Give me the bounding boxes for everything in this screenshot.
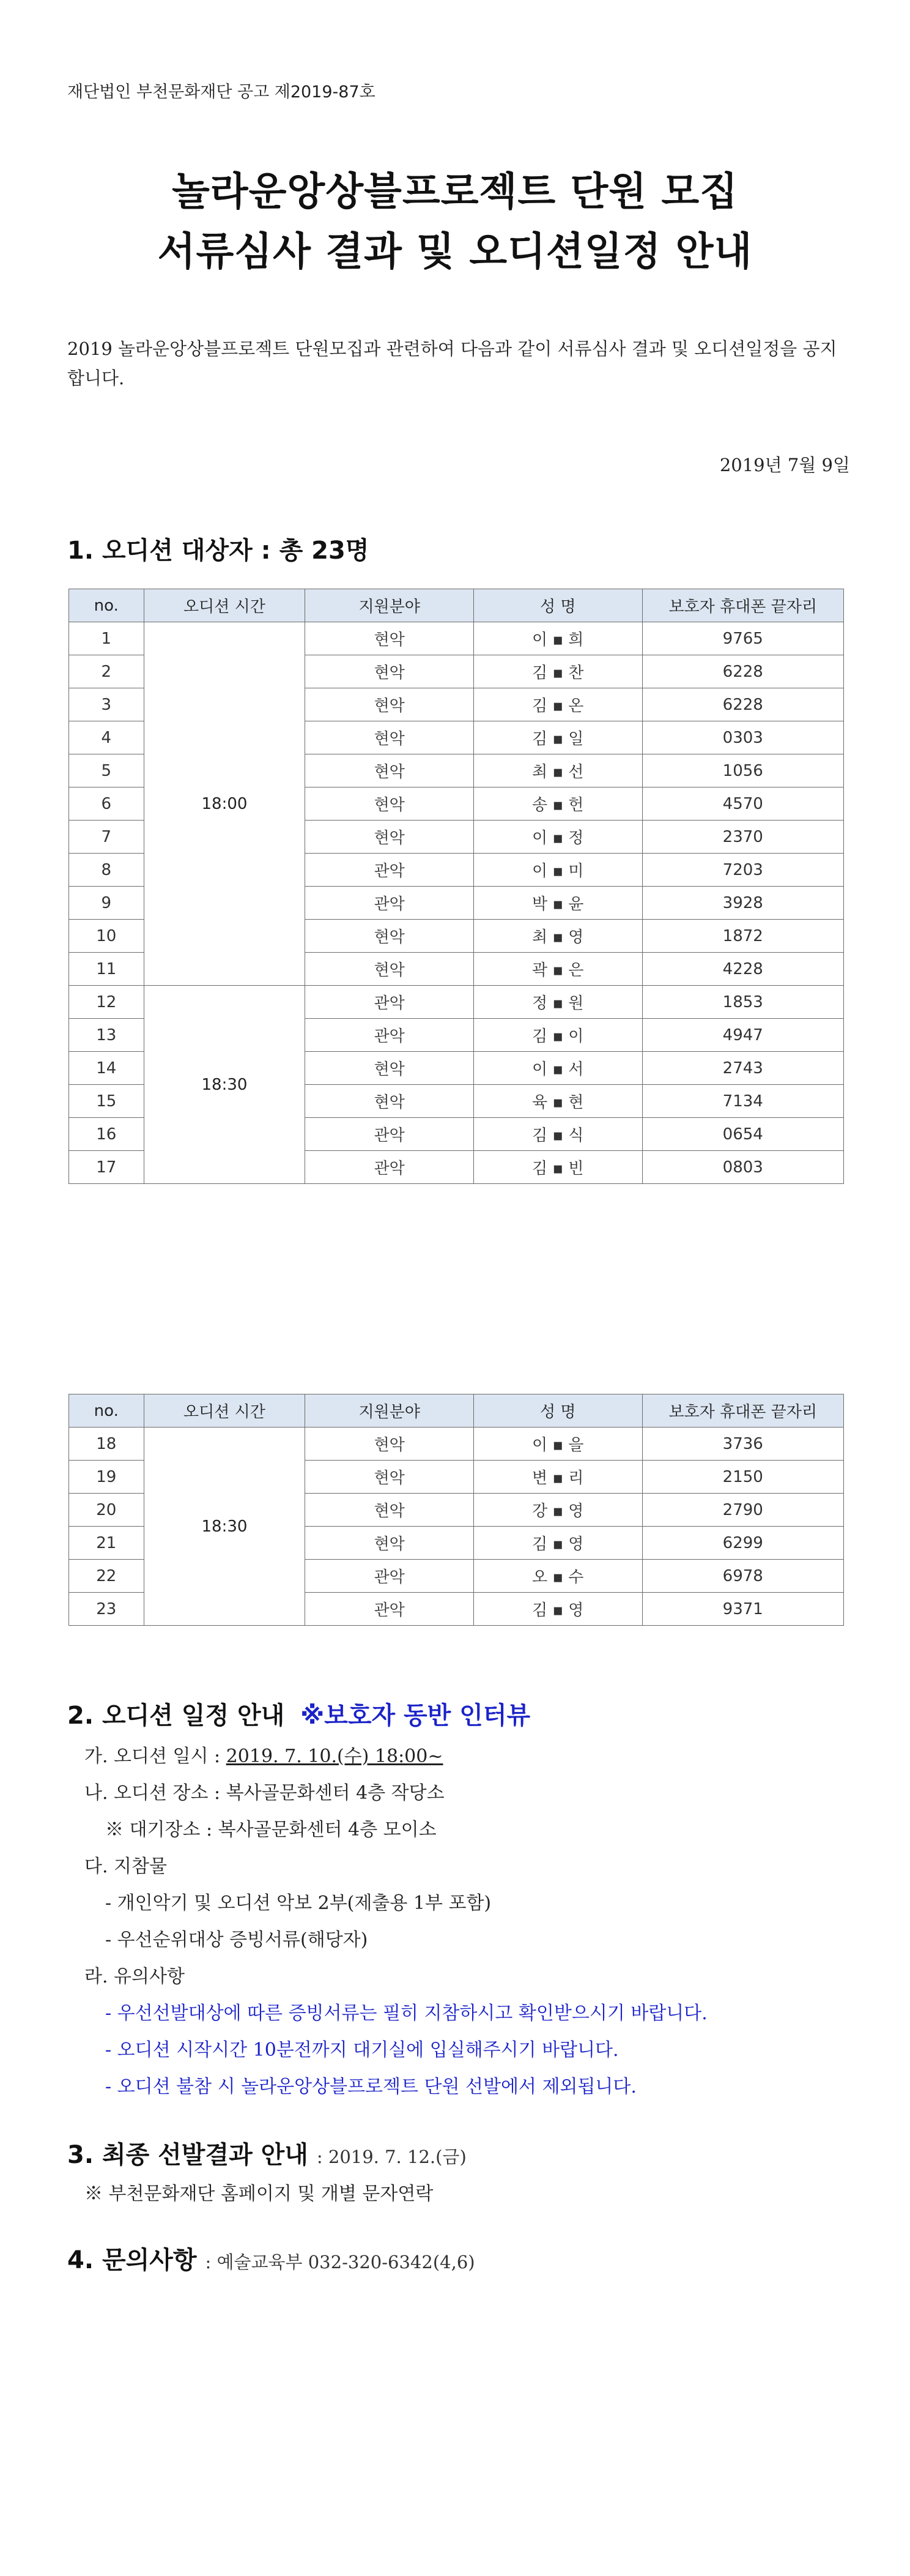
table-body bbox=[69, 622, 844, 1184]
cell-field: 현악 bbox=[305, 622, 474, 655]
cell-field: 현악 bbox=[305, 920, 474, 953]
cell-field: 현악 bbox=[305, 953, 474, 986]
cell-name: 최 ▪ 선 bbox=[473, 754, 642, 787]
cell-name: 김 ▪ 식 bbox=[473, 1118, 642, 1151]
cell-phone-last-digits: 1853 bbox=[642, 986, 844, 1019]
header-field: 지원분야 bbox=[305, 589, 474, 622]
cell-field: 관악 bbox=[305, 1560, 474, 1593]
header-phone: 보호자 휴대폰 끝자리 bbox=[642, 589, 844, 622]
title-line-2: 서류심사 결과 및 오디션일정 안내 bbox=[157, 229, 753, 275]
cell-phone-last-digits: 3736 bbox=[642, 1428, 844, 1461]
item-1: - 개인악기 및 오디션 악보 2부(제출용 1부 포함) bbox=[105, 1893, 492, 1914]
cell-field: 현악 bbox=[305, 787, 474, 821]
cell-no: 14 bbox=[69, 1052, 144, 1085]
cell-audition-time: 18:30 bbox=[144, 986, 305, 1184]
cell-no: 8 bbox=[69, 854, 144, 887]
section2-heading bbox=[67, 1696, 530, 1731]
cell-field: 관악 bbox=[305, 887, 474, 920]
cell-no: 23 bbox=[69, 1593, 144, 1626]
cell-name: 박 ▪ 윤 bbox=[473, 887, 642, 920]
table-body bbox=[69, 1428, 844, 1626]
audition-datetime bbox=[84, 1741, 443, 1768]
cell-field: 현악 bbox=[305, 1527, 474, 1560]
table-row bbox=[69, 986, 844, 1019]
cell-phone-last-digits: 4570 bbox=[642, 787, 844, 821]
cell-no: 7 bbox=[69, 821, 144, 854]
cell-phone-last-digits: 9765 bbox=[642, 622, 844, 655]
cell-no: 21 bbox=[69, 1527, 144, 1560]
cell-phone-last-digits: 2743 bbox=[642, 1052, 844, 1085]
guardian-interview-highlight: ※보호자 동반 인터뷰 bbox=[300, 1702, 531, 1730]
cell-no: 1 bbox=[69, 622, 144, 655]
cell-name: 오 ▪ 수 bbox=[473, 1560, 642, 1593]
cell-name: 곽 ▪ 은 bbox=[473, 953, 642, 986]
audition-venue: 나. 오디션 장소 : 복사골문화센터 4층 작당소 bbox=[84, 1782, 445, 1804]
cell-no: 3 bbox=[69, 688, 144, 721]
cell-name: 김 ▪ 빈 bbox=[473, 1151, 642, 1184]
cell-phone-last-digits: 2370 bbox=[642, 821, 844, 854]
cell-field: 현악 bbox=[305, 754, 474, 787]
cell-name: 김 ▪ 찬 bbox=[473, 655, 642, 688]
header-time: 오디션 시간 bbox=[144, 1394, 305, 1428]
final-result-note: ※ 부천문화재단 홈페이지 및 개별 문자연락 bbox=[84, 2183, 434, 2205]
items-label: 다. 지참물 bbox=[84, 1856, 167, 1877]
cell-no: 2 bbox=[69, 655, 144, 688]
cell-no: 19 bbox=[69, 1461, 144, 1494]
cell-field: 현악 bbox=[305, 655, 474, 688]
note-1: - 우선선발대상에 따른 증빙서류는 필히 지참하시고 확인받으시기 바랍니다. bbox=[105, 2003, 708, 2024]
cell-name: 김 ▪ 일 bbox=[473, 721, 642, 754]
cell-name: 이 ▪ 을 bbox=[473, 1428, 642, 1461]
cell-field: 관악 bbox=[305, 1151, 474, 1184]
cell-no: 9 bbox=[69, 887, 144, 920]
cell-phone-last-digits: 9371 bbox=[642, 1593, 844, 1626]
cell-field: 현악 bbox=[305, 821, 474, 854]
section4-heading bbox=[67, 2241, 475, 2276]
datetime-label: 가. 오디션 일시 : bbox=[84, 1746, 221, 1767]
section4-title: 4. 문의사항 bbox=[67, 2246, 197, 2274]
cell-name: 이 ▪ 미 bbox=[473, 854, 642, 887]
cell-field: 관악 bbox=[305, 1593, 474, 1626]
header-name: 성 명 bbox=[473, 589, 642, 622]
section1-heading: 1. 오디션 대상자 : 총 23명 bbox=[67, 537, 369, 565]
section3-title: 3. 최종 선발결과 안내 bbox=[67, 2141, 308, 2169]
audition-table-2 bbox=[68, 1394, 844, 1626]
audition-table-1 bbox=[68, 589, 844, 1184]
section3-heading bbox=[67, 2135, 467, 2170]
cell-phone-last-digits: 6228 bbox=[642, 655, 844, 688]
cell-name: 김 ▪ 영 bbox=[473, 1593, 642, 1626]
cell-field: 관악 bbox=[305, 1019, 474, 1052]
cell-no: 20 bbox=[69, 1494, 144, 1527]
cell-name: 이 ▪ 서 bbox=[473, 1052, 642, 1085]
cell-name: 김 ▪ 이 bbox=[473, 1019, 642, 1052]
header-no: no. bbox=[69, 1394, 144, 1428]
cell-field: 관악 bbox=[305, 854, 474, 887]
table-row bbox=[69, 622, 844, 655]
cell-phone-last-digits: 7203 bbox=[642, 854, 844, 887]
table-header-row bbox=[69, 1394, 844, 1428]
cell-no: 17 bbox=[69, 1151, 144, 1184]
item-2: - 우선순위대상 증빙서류(해당자) bbox=[105, 1929, 368, 1951]
cell-no: 13 bbox=[69, 1019, 144, 1052]
final-result-date: : 2019. 7. 12.(금) bbox=[316, 2146, 467, 2167]
cell-no: 16 bbox=[69, 1118, 144, 1151]
cell-name: 정 ▪ 원 bbox=[473, 986, 642, 1019]
cell-name: 송 ▪ 헌 bbox=[473, 787, 642, 821]
header-time: 오디션 시간 bbox=[144, 589, 305, 622]
cell-phone-last-digits: 4228 bbox=[642, 953, 844, 986]
cell-no: 18 bbox=[69, 1428, 144, 1461]
cell-no: 11 bbox=[69, 953, 144, 986]
table-header-row bbox=[69, 589, 844, 622]
cell-name: 변 ▪ 리 bbox=[473, 1461, 642, 1494]
cell-field: 현악 bbox=[305, 688, 474, 721]
cell-name: 최 ▪ 영 bbox=[473, 920, 642, 953]
cell-no: 22 bbox=[69, 1560, 144, 1593]
cell-no: 4 bbox=[69, 721, 144, 754]
cell-no: 15 bbox=[69, 1085, 144, 1118]
datetime-value: 2019. 7. 10.(수) 18:00~ bbox=[226, 1746, 443, 1767]
cell-phone-last-digits: 0303 bbox=[642, 721, 844, 754]
cell-phone-last-digits: 2150 bbox=[642, 1461, 844, 1494]
cell-phone-last-digits: 6228 bbox=[642, 688, 844, 721]
intro-paragraph: 2019 놀라운앙상블프로젝트 단원모집과 관련하여 다음과 같이 서류심사 결과 및 오디션일정을 공지합니다. bbox=[67, 338, 837, 389]
cell-phone-last-digits: 2790 bbox=[642, 1494, 844, 1527]
cell-phone-last-digits: 1056 bbox=[642, 754, 844, 787]
waiting-room: ※ 대기장소 : 복사골문화센터 4층 모이소 bbox=[105, 1819, 437, 1841]
cell-no: 10 bbox=[69, 920, 144, 953]
header-field: 지원분야 bbox=[305, 1394, 474, 1428]
header-name: 성 명 bbox=[473, 1394, 642, 1428]
section2-title: 2. 오디션 일정 안내 bbox=[67, 1702, 285, 1730]
cell-field: 현악 bbox=[305, 1494, 474, 1527]
cell-phone-last-digits: 7134 bbox=[642, 1085, 844, 1118]
title-line-1: 놀라운앙상블프로젝트 단원 모집 bbox=[171, 169, 739, 215]
cell-field: 현악 bbox=[305, 1428, 474, 1461]
cell-phone-last-digits: 0803 bbox=[642, 1151, 844, 1184]
note-2: - 오디션 시작시간 10분전까지 대기실에 입실해주시기 바랍니다. bbox=[105, 2039, 619, 2061]
cell-field: 관악 bbox=[305, 986, 474, 1019]
cell-field: 현악 bbox=[305, 721, 474, 754]
cell-phone-last-digits: 6978 bbox=[642, 1560, 844, 1593]
notice-date: 2019년 7월 9일 bbox=[719, 455, 850, 475]
cell-phone-last-digits: 6299 bbox=[642, 1527, 844, 1560]
header-no: no. bbox=[69, 589, 144, 622]
cell-audition-time: 18:00 bbox=[144, 622, 305, 986]
cell-phone-last-digits: 1872 bbox=[642, 920, 844, 953]
notes-label: 라. 유의사항 bbox=[84, 1966, 185, 1987]
table-row bbox=[69, 1428, 844, 1461]
cell-name: 이 ▪ 희 bbox=[473, 622, 642, 655]
cell-phone-last-digits: 0654 bbox=[642, 1118, 844, 1151]
notice-number: 재단법인 부천문화재단 공고 제2019-87호 bbox=[67, 83, 375, 102]
cell-no: 12 bbox=[69, 986, 144, 1019]
cell-field: 현악 bbox=[305, 1461, 474, 1494]
cell-no: 5 bbox=[69, 754, 144, 787]
cell-name: 육 ▪ 현 bbox=[473, 1085, 642, 1118]
cell-field: 현악 bbox=[305, 1085, 474, 1118]
cell-no: 6 bbox=[69, 787, 144, 821]
cell-name: 강 ▪ 영 bbox=[473, 1494, 642, 1527]
cell-phone-last-digits: 4947 bbox=[642, 1019, 844, 1052]
cell-name: 이 ▪ 정 bbox=[473, 821, 642, 854]
header-phone: 보호자 휴대폰 끝자리 bbox=[642, 1394, 844, 1428]
cell-field: 관악 bbox=[305, 1118, 474, 1151]
note-3: - 오디션 불참 시 놀라운앙상블프로젝트 단원 선발에서 제외됩니다. bbox=[105, 2076, 637, 2098]
cell-field: 현악 bbox=[305, 1052, 474, 1085]
cell-name: 김 ▪ 온 bbox=[473, 688, 642, 721]
contact-info: : 예술교육부 032-320-6342(4,6) bbox=[205, 2252, 475, 2273]
cell-name: 김 ▪ 영 bbox=[473, 1527, 642, 1560]
cell-audition-time: 18:30 bbox=[144, 1428, 305, 1626]
cell-phone-last-digits: 3928 bbox=[642, 887, 844, 920]
